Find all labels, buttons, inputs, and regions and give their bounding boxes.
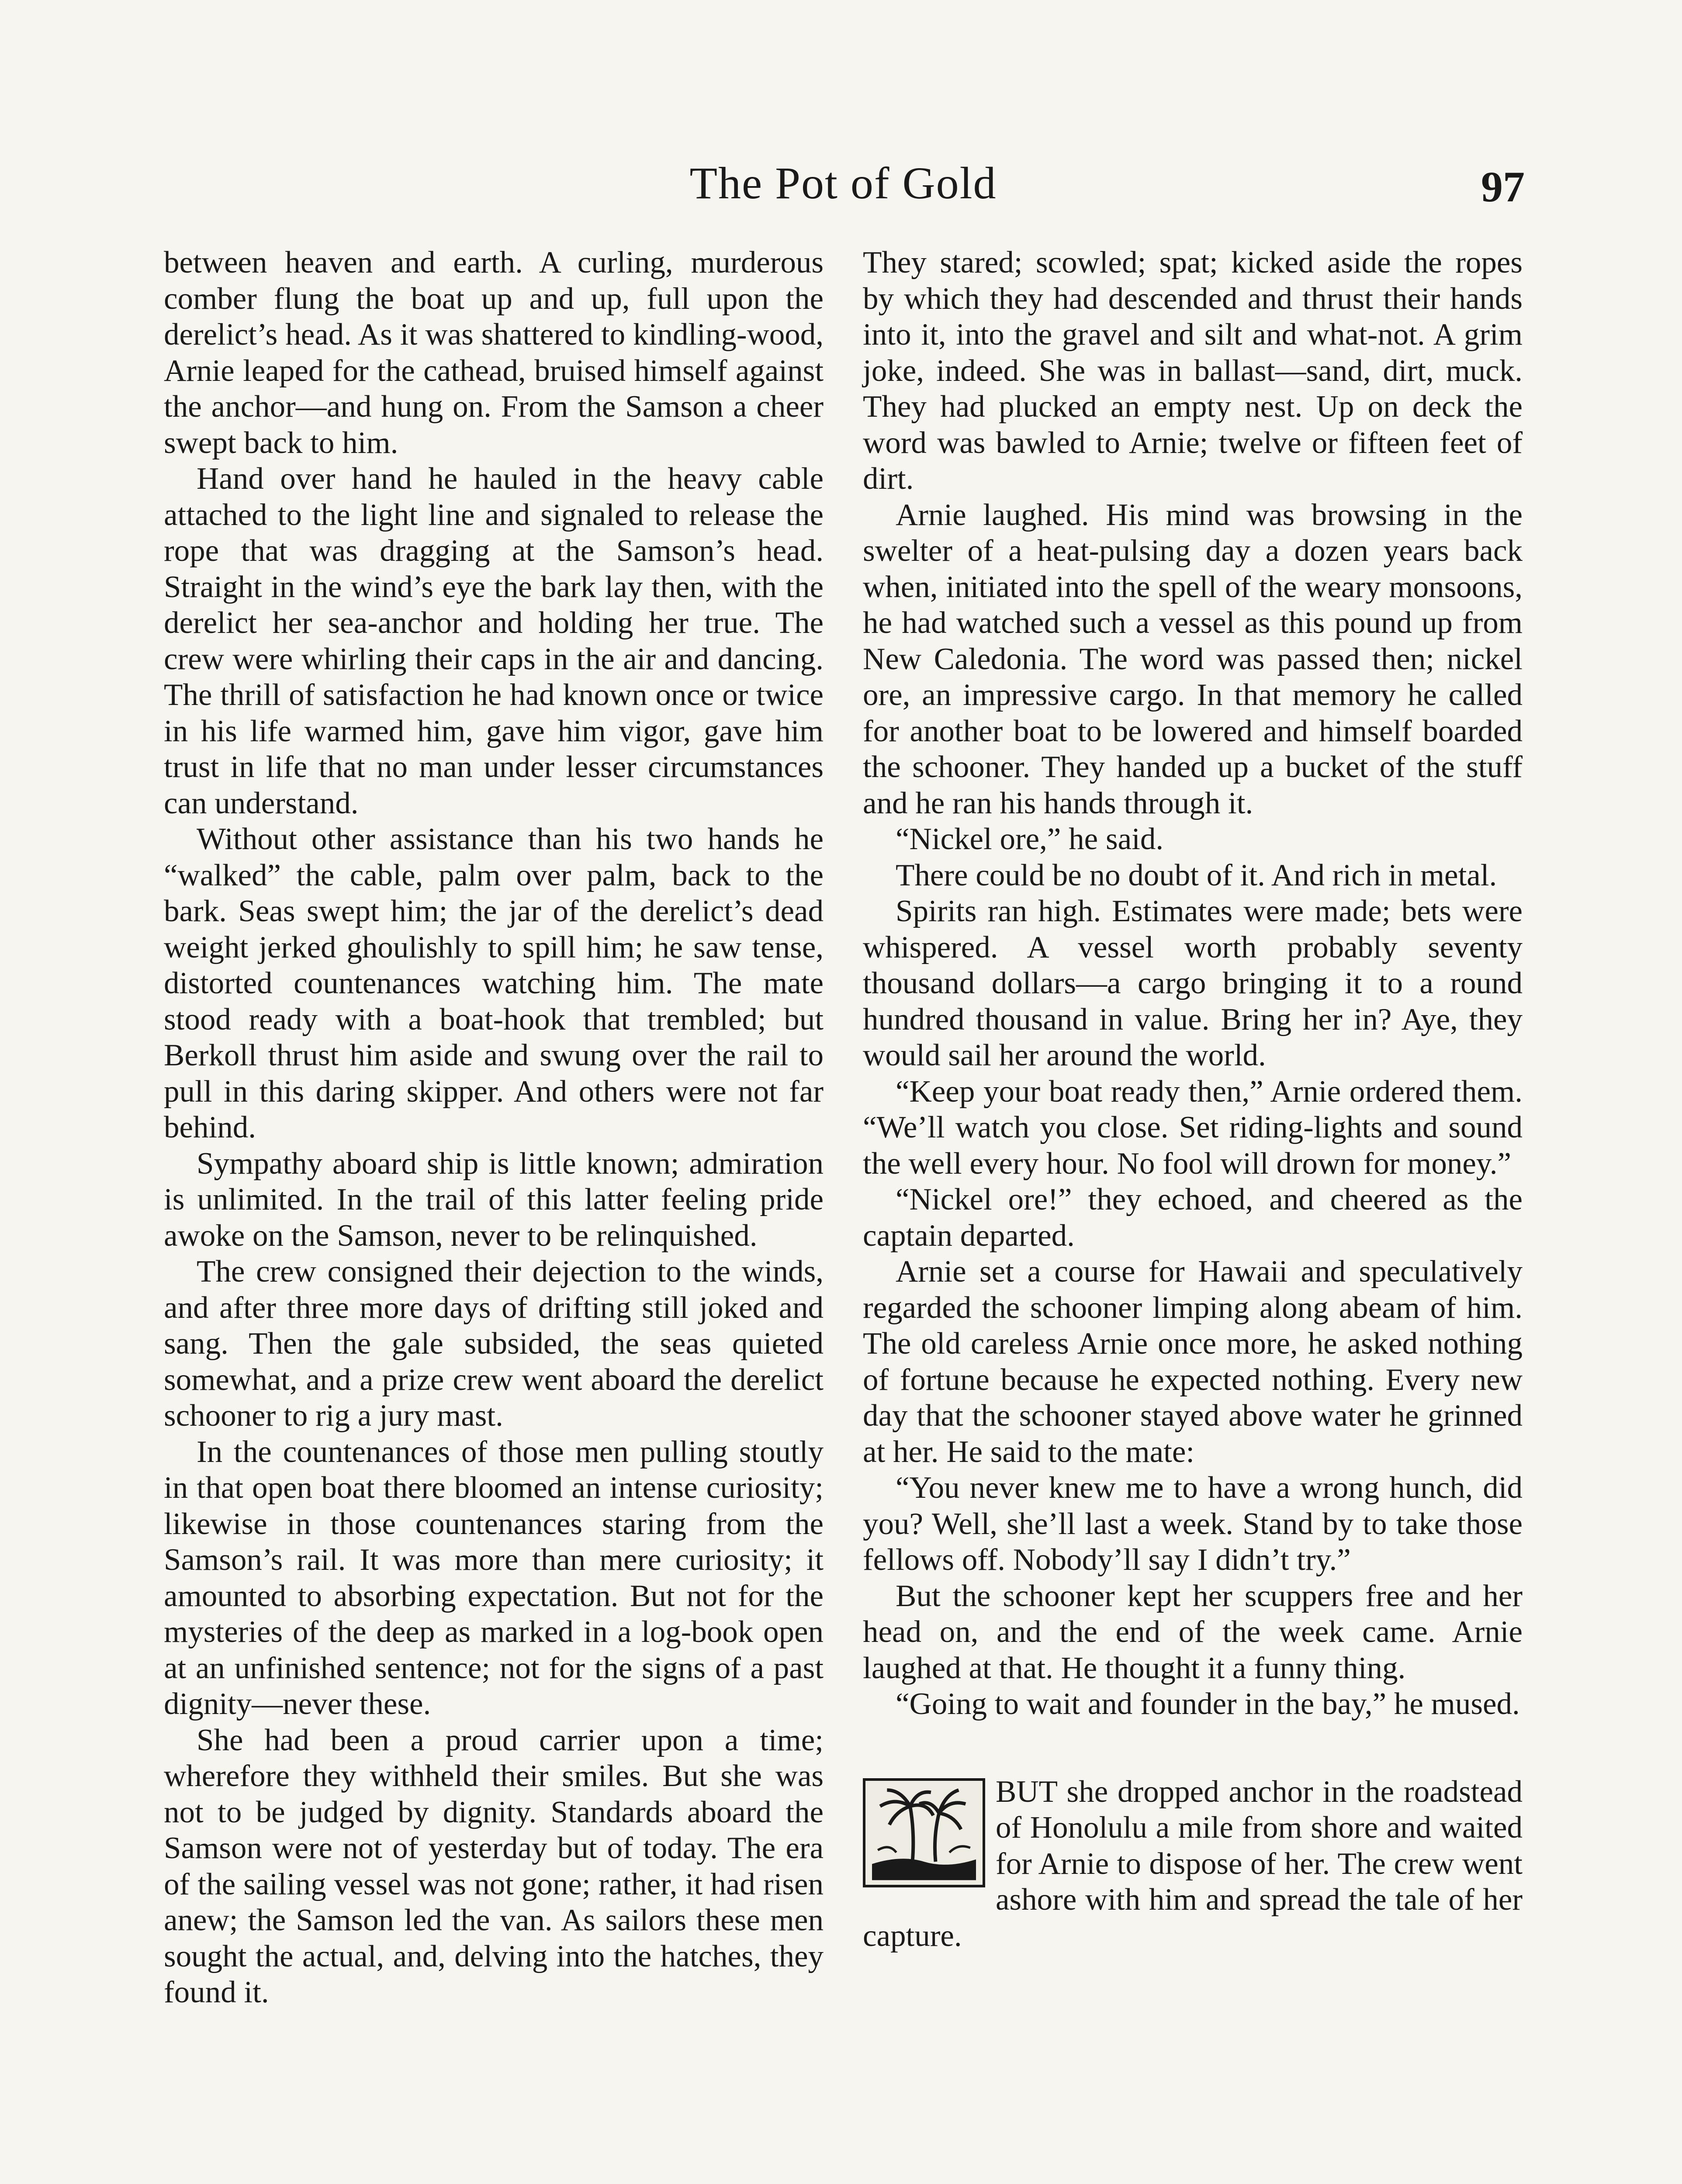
left-column (164, 245, 824, 2011)
paragraph: between heaven and earth. A curling, murderous comber flung the boat up and up, full upon the derelict’s head. As it was shattered to kindling-wood, Arnie leaped for the cathead, bruised himself against the anchor—and hung on. From the Samson a cheer swept back to him. (164, 245, 824, 460)
paragraph: “Keep your boat ready then,” Arnie ordered them. “We’ll watch you close. Set riding-lights and sound the well every hour. No fool will drown for money.” (863, 1074, 1523, 1181)
paragraph: “Nickel ore,” he said. (896, 822, 1164, 856)
page-header (162, 157, 1525, 218)
paragraph: Without other assistance than his two hands he “walked” the cable, palm over palm, back to the bark. Seas swept him; the jar of the derelict’s dead weight jerked ghoulishly to spill him; he saw tense, distorted countenances watching him. The mate stood ready with a boat-hook that trembled; but Berkoll thrust him aside and swung over the rail to pull in this daring skipper. And others were not far behind. (164, 822, 824, 1144)
right-column (863, 245, 1523, 1954)
paragraph: Arnie laughed. His mind was browsing in the swelter of a heat-pulsing day a dozen years back when, initiated into the spell of the weary monsoons, he had watched such a vessel as this pound up from New Caledonia. The word was passed then; nickel ore, an impressive cargo. In that memory he called for another boat to be lowered and himself boarded the schooner. They handed up a bucket of the stuff and he ran his hands through it. (863, 498, 1523, 820)
paragraph: “You never knew me to have a wrong hunch, did you? Well, she’ll last a week. Stand by to take those fellows off. Nobody’ll say I didn’t try.” (863, 1471, 1523, 1577)
section-opening (863, 1774, 1523, 1954)
paragraph: Arnie set a course for Hawaii and speculatively regarded the schooner limping along abeam of him. The old careless Arnie once more, he asked nothing of fortune because he expected nothing. Every new day that the schooner stayed above water he grinned at her. He said to the mate: (863, 1254, 1523, 1469)
paragraph: The crew consigned their dejection to the winds, and after three more days of drifting still joked and sang. Then the gale subsided, the seas quieted somewhat, and a prize crew went aboard the derelict schooner to rig a jury mast. (164, 1254, 824, 1433)
paragraph: “Going to wait and founder in the bay,” he mused. (896, 1687, 1520, 1721)
paragraph: But the schooner kept her scuppers free and her head on, and the end of the week came. Arnie laughed at that. He thought it a funny thing. (863, 1579, 1523, 1685)
paragraph: Spirits ran high. Estimates were made; bets were whispered. A vessel worth probably seventy thousand dollars—a cargo bringing it to a round hundred thousand in value. Bring her in? Aye, they would sail her around the world. (863, 894, 1523, 1072)
palm-tree-icon (863, 1778, 985, 1887)
paragraph: “Nickel ore!” they echoed, and cheered as the captain departed. (863, 1182, 1523, 1253)
paragraph: She had been a proud carrier upon a time; wherefore they withheld their smiles. But she was not to be judged by dignity. Standards aboard the Samson were not of yesterday but of today. The era of the sailing vessel was not gone; rather, it had risen anew; the Samson led the van. As sailors these men sought the actual, and, delving into the hatches, they found it. (164, 1723, 824, 2009)
section-break (863, 1722, 1523, 1774)
paragraph: Sympathy aboard ship is little known; admiration is unlimited. In the trail of this latter feeling pride awoke on the Samson, never to be relinquished. (164, 1146, 824, 1253)
paragraph: They stared; scowled; spat; kicked aside the ropes by which they had descended and thrust their hands into it, into the gravel and silt and what-not. A grim joke, indeed. She was in ballast—sand, dirt, muck. They had plucked an empty nest. Up on deck the word was bawled to Arnie; twelve or fifteen feet of dirt. (863, 245, 1523, 496)
paragraph: There could be no doubt of it. And rich in metal. (896, 858, 1497, 892)
running-title: The Pot of Gold (689, 158, 997, 208)
section-opening-paragraph: BUT she dropped anchor in the roadstead of Honolulu a mile from shore and waited for Arnie to dispose of her. The crew went ashore with him and spread the tale of her capture. (863, 1774, 1523, 1953)
paragraph: Hand over hand he hauled in the heavy cable attached to the light line and signaled to release the rope that was dragging at the Samson’s head. Straight in the wind’s eye the bark lay then, with the derelict her sea-anchor and holding her true. The crew were whirling their caps in the air and dancing. The thrill of satisfaction he had known once or twice in his life warmed him, gave him vigor, gave him trust in life that no man under lesser circumstances can understand. (164, 462, 824, 820)
paragraph: In the countenances of those men pulling stoutly in that open boat there bloomed an intense curiosity; likewise in those countenances staring from the Samson’s rail. It was more than mere curiosity; it amounted to absorbing expectation. But not for the mysteries of the deep as marked in a log-book open at an unfinished sentence; not for the signs of a past dignity—never these. (164, 1434, 824, 1721)
page-number: 97 (1481, 162, 1525, 211)
